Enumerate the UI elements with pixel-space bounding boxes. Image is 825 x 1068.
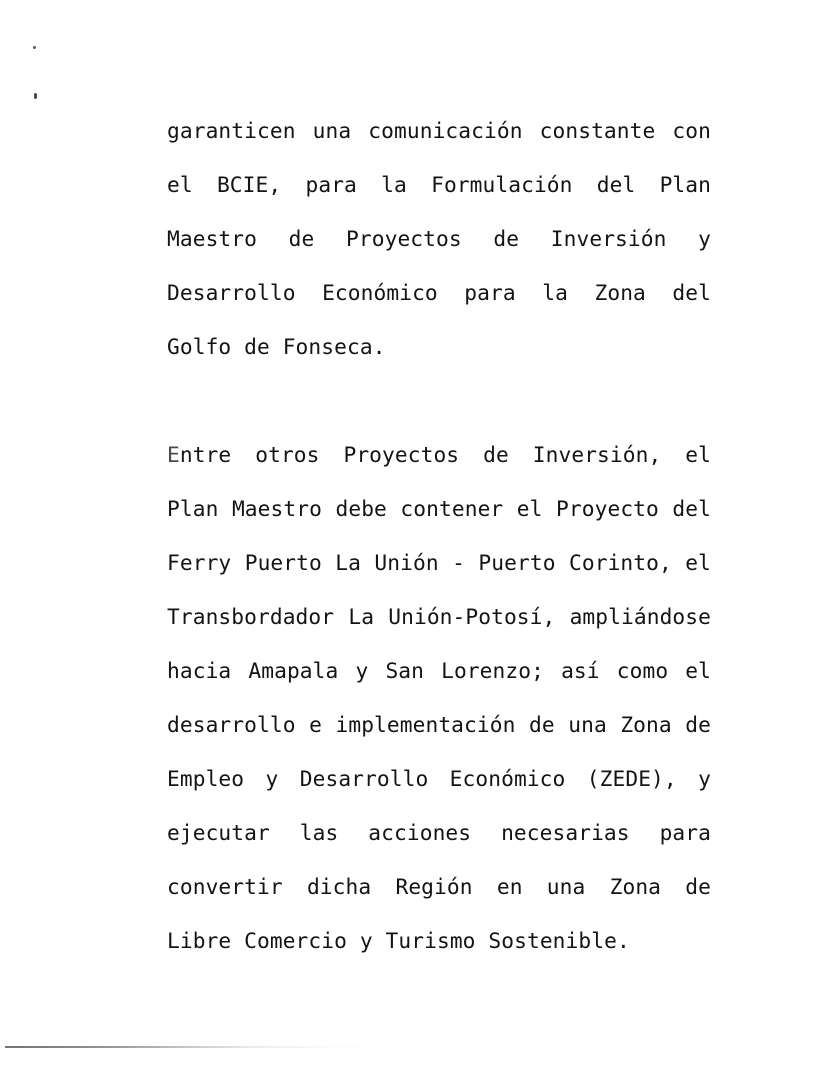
scan-speck-icon (33, 46, 36, 49)
scan-speck-icon (34, 93, 37, 99)
paragraph-2: Entre otros Proyectos de Inversión, el Plan Maestro debe contener el Proyecto del Ferry Puerto La Unión - Puerto Corinto, el Transbordador La Unión-Potosí, ampliándose hacia Amapala y San Lorenzo; así como el desarrollo e implementación de una Zona de Empleo y Desarrollo Económico (ZEDE), y ejecutar las acciones necesarias para convertir dicha Región en una Zona de Libre Comercio y Turismo Sostenible. (167, 442, 711, 953)
paragraph-1: garanticen una comunicación constante con el BCIE, para la Formulación del Plan Maestro de Proyectos de Inversión y Desarrollo Económico para la Zona del Golfo de Fonseca. (167, 118, 711, 359)
scan-edge-line (5, 1046, 425, 1048)
document-text-body (167, 104, 711, 968)
